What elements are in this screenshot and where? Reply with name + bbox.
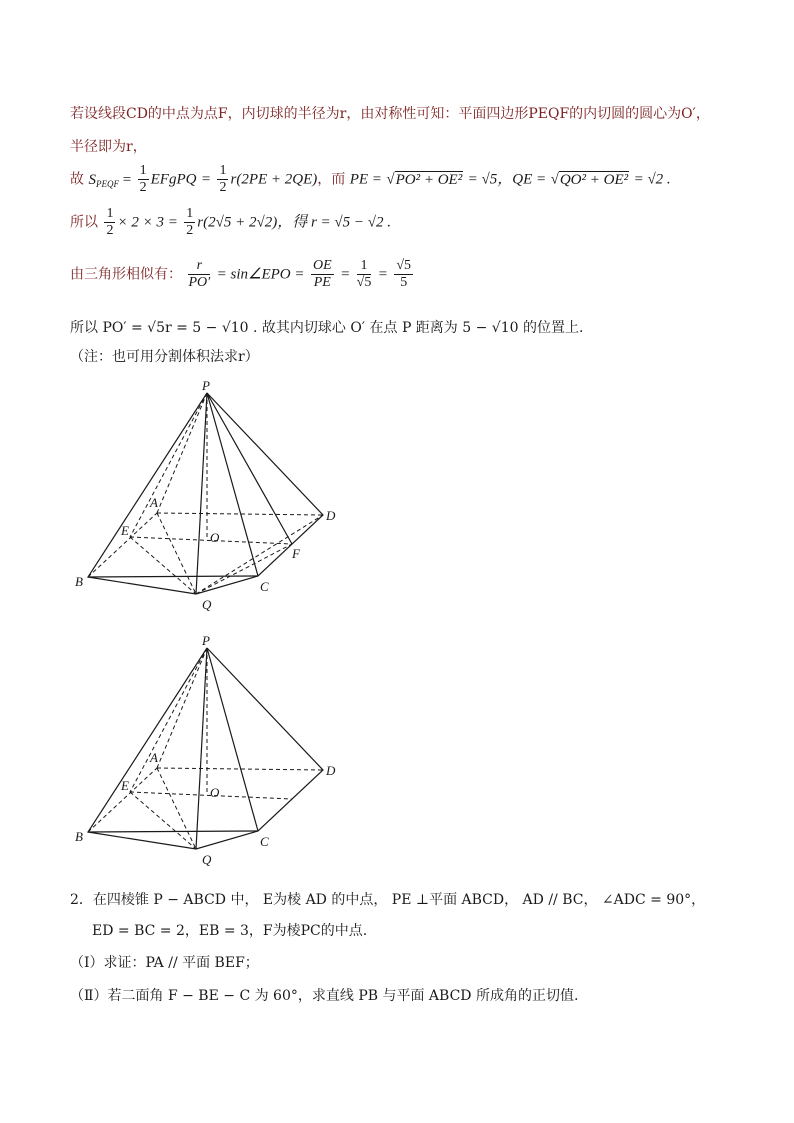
eq2-mid: × 2 × 3 = [117,214,178,231]
problem2-line-2: ED = BC = 2，EB = 3，F为棱PC的中点. [92,923,368,939]
fig2-label-O: O [210,785,220,800]
eq1-pe: PE = [349,171,382,188]
eq2-half-a: $\frac{1}{2}$ [106,206,114,238]
fig1-edge-QF [196,544,292,594]
eq1-pe-val: = √5 [467,171,498,188]
fig2-label-B: B [75,829,83,844]
fig1-label-A: A [150,495,158,510]
fig1-label-D: D [326,508,336,523]
eq3-mid: = sin∠EPO = [216,266,305,283]
solution-line-2: 半径即为r， [70,139,147,155]
eq1-half-b: $\frac{1}{2}$ [219,163,227,195]
eq3-frac-3: $\frac{1}{√5}$ [356,258,372,290]
fig1-label-F: F [292,546,300,561]
eq1-qe-val: = √2 . [633,171,671,188]
fig1-label-E: E [121,523,129,538]
problem2-part-2: （Ⅱ）若二面角 F − BE − C 为 60°，求直线 PB 与平面 ABCD 所成角的正切值. [70,988,579,1004]
problem2-part-1: （Ⅰ）求证：PA // 平面 BEF； [70,955,259,971]
eq2-rhs: r(2√5 + 2√2) [197,214,278,231]
pyramid-figure-2 [70,635,360,870]
eq3-frac-1: $\frac{r}{PO'}$ [188,258,211,290]
fig2-label-D: D [326,763,336,778]
eq1-half-a: $\frac{1}{2}$ [139,163,147,195]
eq3-frac-2: $\frac{OE}{PE}$ [312,258,332,290]
fig1-label-C: C [260,579,269,594]
note-line: （注：也可用分割体积法求r） [70,349,259,365]
eq2-tail: ，得 r = √5 − √2 . [277,214,391,231]
fig2-label-Q: Q [202,852,212,867]
fig1-label-P: P [202,380,210,393]
fig1-edge-PE [130,393,207,537]
eq3-frac-4: $\frac{√5}{5}$ [396,258,412,290]
eq1-qe-rad: QO² + OE² [559,171,629,188]
fig1-label-Q: Q [202,597,212,612]
eq1-lhs-sub: PEQF [95,178,119,189]
eq1-prefix: 故 [70,171,84,188]
fig2-edge-PE [130,648,207,792]
fig2-edge-PQ [196,648,207,849]
fig1-label-O: O [210,530,220,545]
fig1-edge-AQ [157,513,196,594]
fig1-label-B: B [75,574,83,589]
eq1-pe-rad: PO² + OE² [395,171,463,188]
fig2-label-A: A [150,750,158,765]
fig2-edge-BC [88,831,258,832]
fig1-edge-PA [157,393,207,513]
fig2-label-E: E [121,778,129,793]
fig2-label-C: C [260,834,269,849]
eq1-lhs: S [88,171,96,188]
eq1-mid: ，而 [317,171,346,188]
fig2-label-P: P [202,635,210,648]
area-equation: 故 $S_{PEQF}$ = $\frac{1}{2}$ EFgPQ = $\frac{1}{2}$ r(2PE + 2QE)，而 PE = √PO² + OE² = √5，QE = √QO² + OE² = √2 . [70,163,671,195]
radius-equation [70,206,391,239]
eq1-term1: EFgPQ [150,171,197,188]
similarity-equation: 由三角形相似有： $\frac{r}{PO'}$ = sin∠EPO = $\frac{OE}{PE}$ = $\frac{1}{√5}$ = $\frac{√5}{5}$ [70,258,412,290]
problem2-line-1: 2．在四棱锥 P − ABCD 中， E为棱 AD 的中点， PE ⊥平面 ABCD， AD // BC， ∠ADC = 90°， [70,892,706,908]
solution-line-1: 若设线段CD的中点为点F，内切球的半径为r，由对称性可知：平面四边形PEQF的内切圆的圆心为O′， [70,106,710,122]
fig2-edge-PA [157,648,207,768]
eq1-term2: r(2PE + 2QE) [230,171,318,188]
fig1-edge-PQ [196,393,207,594]
eq3-prefix: 由三角形相似有： [70,266,182,283]
eq2-half-b: $\frac{1}{2}$ [186,206,194,238]
eq2-prefix: 所以 [70,214,98,231]
conclusion-line: 所以 PO′ = √5r = 5 − √10 . 故其内切球心 O′ 在点 P 距离为 5 − √10 的位置上. [70,320,584,336]
pyramid-figure-1 [70,380,360,620]
eq1-qe: ，QE = [497,171,547,188]
fig2-edge-AQ [157,768,196,849]
fig1-edge-BC [88,576,258,577]
